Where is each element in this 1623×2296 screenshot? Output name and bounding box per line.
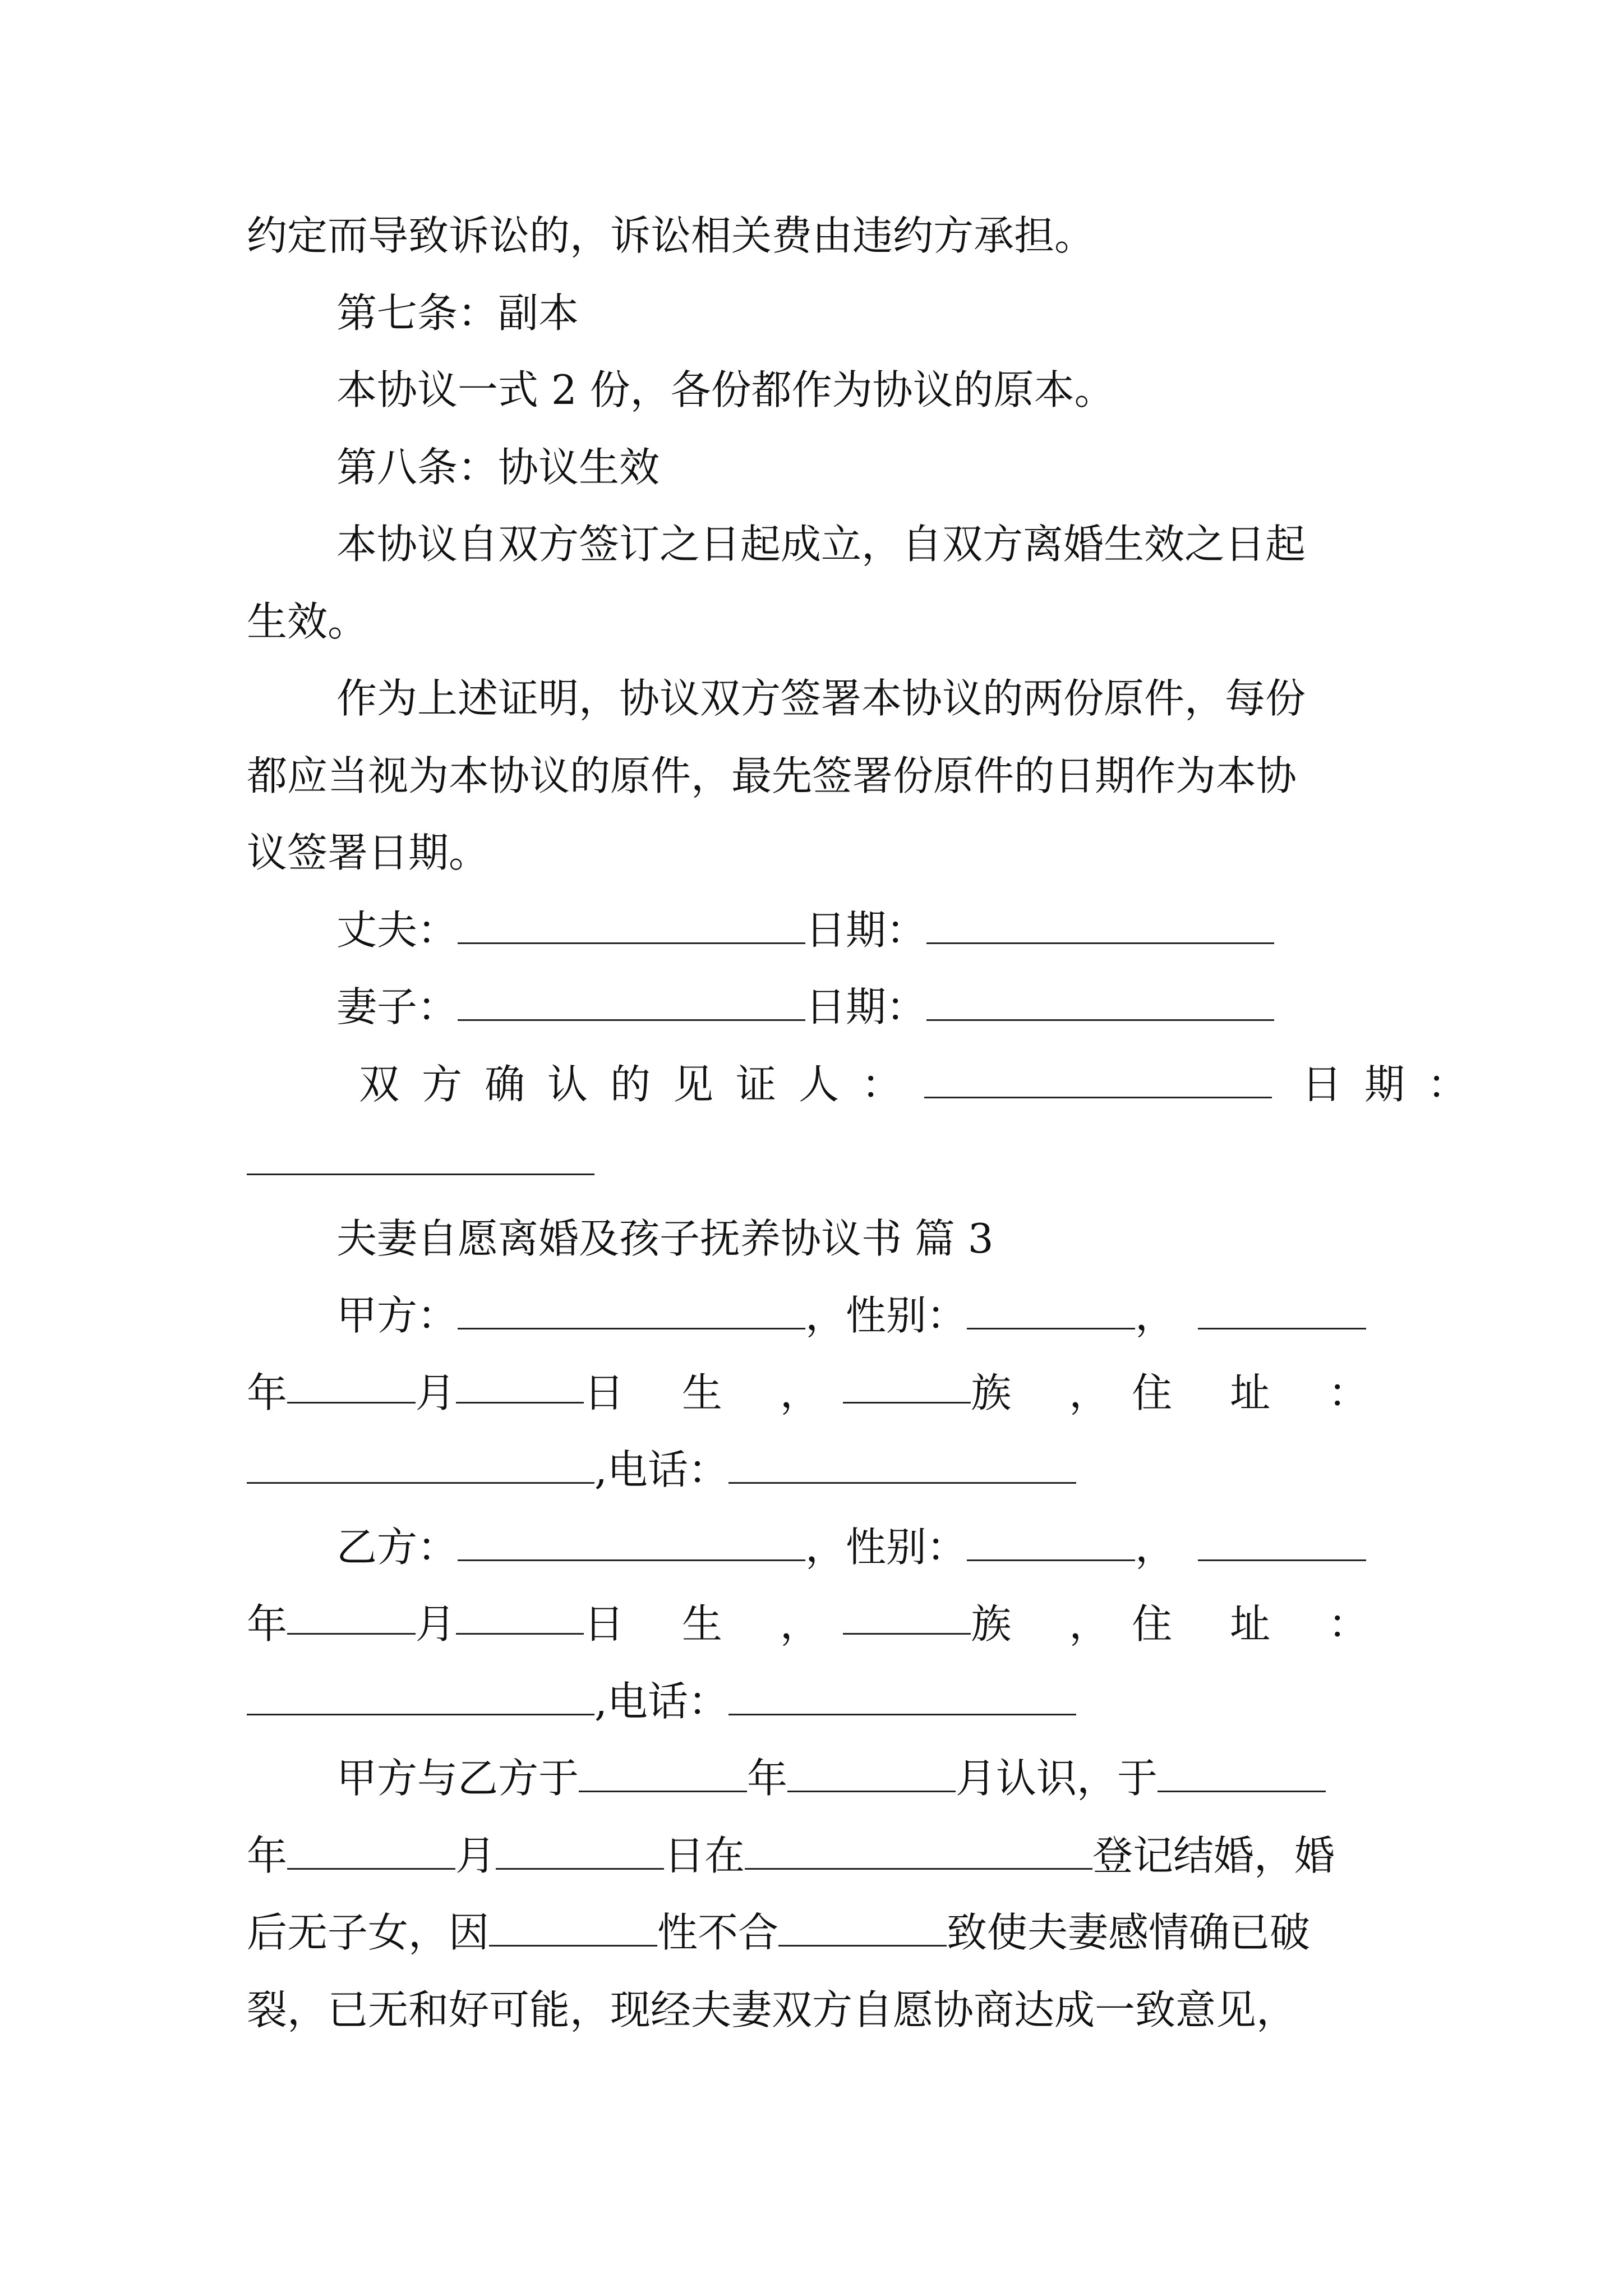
section-title: 夫妻自愿离婚及孩子抚养协议书 篇 3 xyxy=(336,1215,994,1262)
party-b-birth-row xyxy=(247,1596,1391,1652)
text-segment: 甲方与乙方于 xyxy=(336,1755,579,1802)
address-label: 住 址 ： xyxy=(1132,1600,1391,1648)
party-b-birth-month-blank[interactable] xyxy=(287,1596,416,1635)
wife-date-blank[interactable] xyxy=(926,982,1274,1021)
month-label: 月 xyxy=(415,1600,456,1648)
party-b-birth-day-blank[interactable] xyxy=(456,1596,584,1635)
party-a-phone-blank[interactable] xyxy=(728,1445,1076,1484)
wife-signature-blank[interactable] xyxy=(458,982,805,1021)
registration-place-blank[interactable] xyxy=(745,1831,1092,1870)
witness-date-row xyxy=(247,1133,594,1189)
address-label: 住 址 ： xyxy=(1132,1369,1391,1416)
comma: ， xyxy=(1135,1292,1176,1339)
party-b-ethnic-blank[interactable] xyxy=(843,1596,971,1635)
met-year-blank[interactable] xyxy=(579,1754,747,1792)
phone-label: ,电话： xyxy=(594,1446,728,1493)
party-a-row xyxy=(336,1287,1366,1343)
text-line: 约定而导致诉讼的，诉讼相关费由违约方承担。 xyxy=(247,212,1095,259)
text-line: 议签署日期。 xyxy=(247,829,490,876)
party-a-name-blank[interactable] xyxy=(458,1291,805,1329)
witness-label: 双方确认的见证人： xyxy=(359,1061,925,1108)
party-a-birth-day-blank[interactable] xyxy=(456,1365,584,1404)
marriage-line-2 xyxy=(247,1828,1335,1884)
incompatibility-blank-2[interactable] xyxy=(778,1908,947,1947)
party-b-name-blank[interactable] xyxy=(458,1522,805,1561)
marriage-line-3 xyxy=(247,1904,1310,1961)
ethnic-label: 族 ， xyxy=(971,1600,1132,1648)
met-month-blank[interactable] xyxy=(787,1754,956,1792)
text-segment: 年 xyxy=(247,1832,288,1879)
text-line: 本协议一式 2 份，各份都作为协议的原本。 xyxy=(336,366,1115,413)
text-segment: 致使夫妻感情确已破 xyxy=(947,1909,1311,1956)
party-a-contact-row xyxy=(247,1442,1076,1498)
wife-label: 妻子： xyxy=(336,983,458,1030)
husband-signature-blank[interactable] xyxy=(458,905,805,944)
text-segment: 年 xyxy=(747,1755,788,1802)
gender-label: ，性别： xyxy=(805,1292,967,1339)
ethnic-label: 族 ， xyxy=(971,1369,1132,1416)
witness-row xyxy=(359,1056,1490,1112)
text-segment: 后无子女，因 xyxy=(247,1909,490,1956)
marriage-day-blank[interactable] xyxy=(496,1831,664,1870)
party-a-birth-row xyxy=(247,1365,1391,1421)
born-label: 日 生 ， xyxy=(584,1369,843,1416)
month-label: 月 xyxy=(415,1369,456,1416)
marriage-year-blank[interactable] xyxy=(1158,1754,1326,1792)
party-b-address-blank[interactable] xyxy=(247,1677,594,1715)
date-label: 日期： xyxy=(805,907,927,954)
text-line: 作为上述证明，协议双方签署本协议的两份原件，每份 xyxy=(336,675,1306,722)
marriage-line-1 xyxy=(336,1750,1326,1806)
comma: ， xyxy=(1135,1524,1176,1571)
witness-signature-blank[interactable] xyxy=(924,1060,1272,1098)
party-a-label: 甲方： xyxy=(336,1292,458,1339)
husband-label: 丈夫： xyxy=(336,907,458,954)
date-label: 日期： xyxy=(805,983,927,1030)
wife-signature-row xyxy=(336,979,1274,1035)
party-a-birth-year-blank[interactable] xyxy=(1198,1291,1366,1329)
party-a-address-blank[interactable] xyxy=(247,1445,594,1484)
marriage-line-4: 裂，已无和好可能，现经夫妻双方自愿协商达成一致意见， xyxy=(247,1986,1297,2033)
text-line: 生效。 xyxy=(247,598,368,645)
party-b-label: 乙方： xyxy=(336,1524,458,1571)
party-a-birth-month-blank[interactable] xyxy=(287,1365,416,1404)
text-segment: 日在 xyxy=(664,1832,745,1879)
party-b-contact-row xyxy=(247,1673,1076,1729)
party-a-gender-blank[interactable] xyxy=(967,1291,1135,1329)
article-heading: 第七条：副本 xyxy=(336,289,579,337)
article-heading: 第八条：协议生效 xyxy=(336,444,660,491)
party-a-ethnic-blank[interactable] xyxy=(843,1365,971,1404)
text-segment: 性不合 xyxy=(657,1909,779,1956)
husband-date-blank[interactable] xyxy=(926,905,1274,944)
text-segment: 月 xyxy=(455,1832,496,1879)
party-b-birth-year-blank[interactable] xyxy=(1198,1522,1366,1561)
party-b-phone-blank[interactable] xyxy=(728,1677,1076,1715)
witness-date-blank[interactable] xyxy=(247,1137,594,1175)
party-b-gender-blank[interactable] xyxy=(967,1522,1135,1561)
year-label: 年 xyxy=(247,1369,288,1416)
phone-label: ,电话： xyxy=(594,1678,728,1725)
party-b-row xyxy=(336,1519,1366,1575)
text-segment: 月认识，于 xyxy=(956,1755,1158,1802)
husband-signature-row xyxy=(336,902,1274,958)
marriage-month-blank[interactable] xyxy=(287,1831,455,1870)
gender-label: ，性别： xyxy=(805,1524,967,1571)
born-label: 日 生 ， xyxy=(584,1600,843,1648)
year-label: 年 xyxy=(247,1600,288,1648)
text-line: 都应当视为本协议的原件，最先签署份原件的日期作为本协 xyxy=(247,752,1297,799)
text-line: 本协议自双方签订之日起成立，自双方离婚生效之日起 xyxy=(336,521,1306,568)
text-segment: 登记结婚，婚 xyxy=(1092,1832,1335,1879)
witness-date-label: 日期： xyxy=(1301,1061,1490,1108)
incompatibility-blank-1[interactable] xyxy=(489,1908,657,1947)
